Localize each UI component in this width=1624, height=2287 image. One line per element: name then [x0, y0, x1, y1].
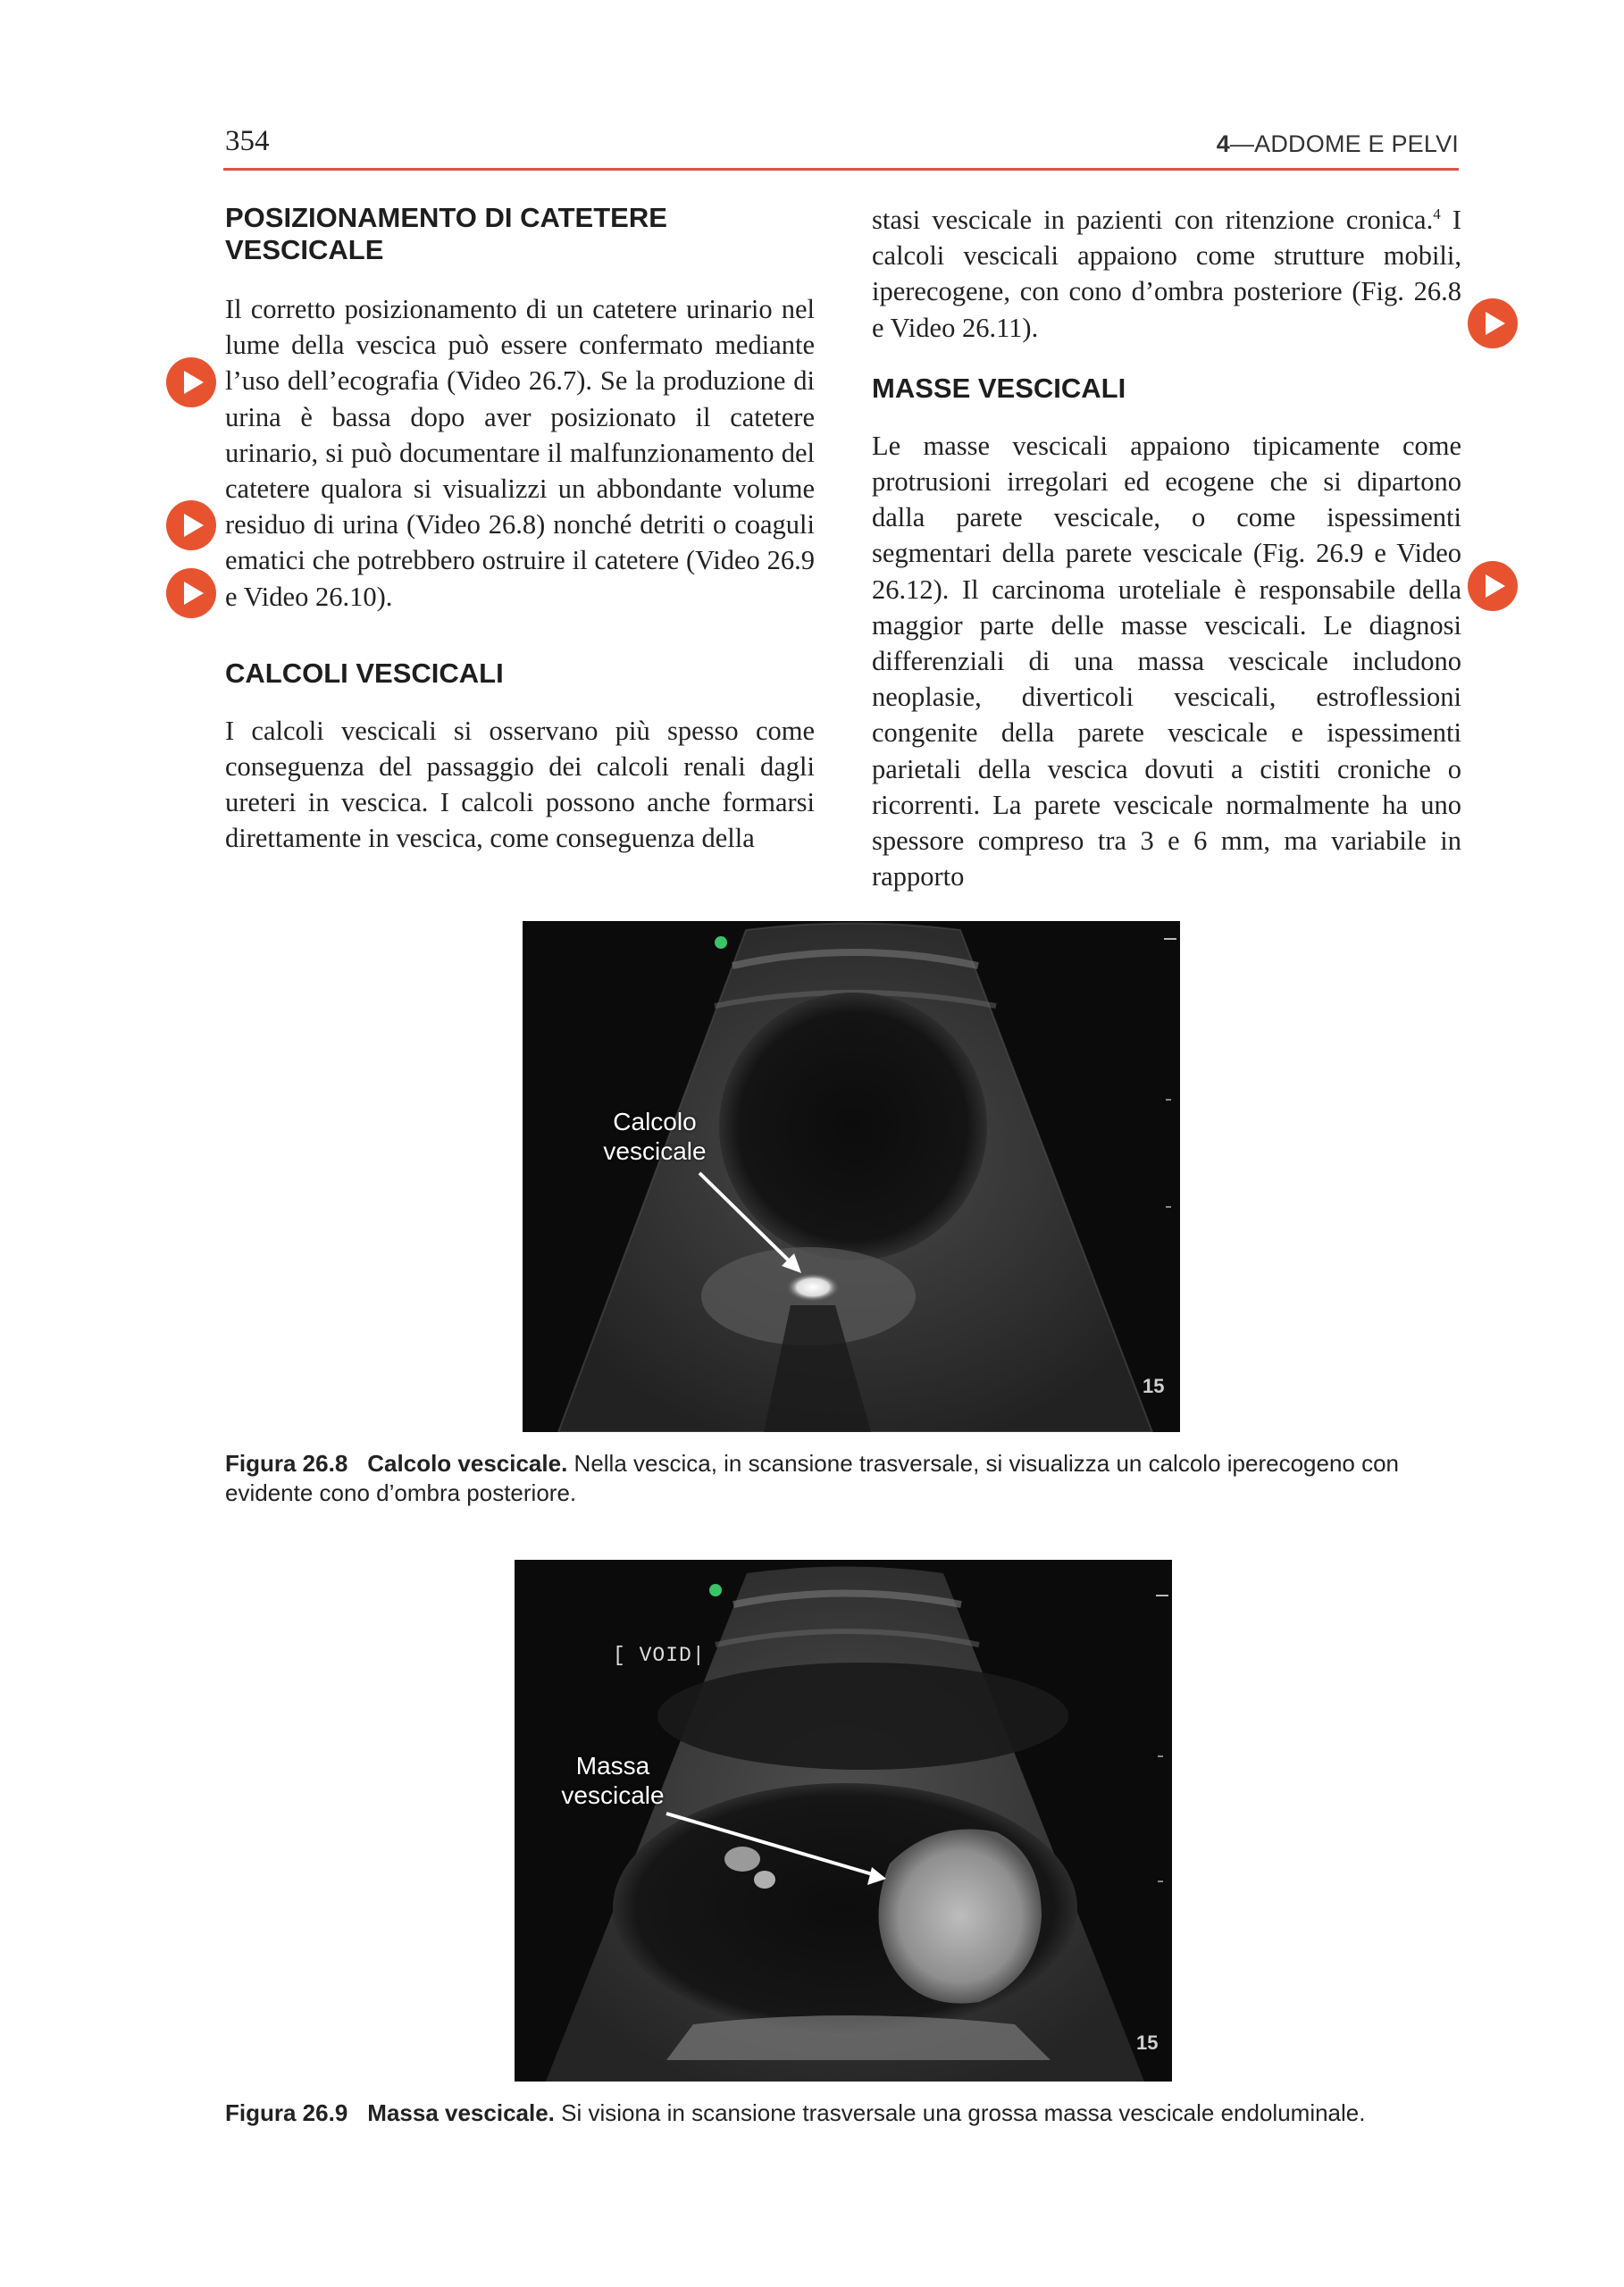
void-overlay-text: [ VOID| — [613, 1644, 706, 1667]
section-heading-catheter: POSIZIONAMENTO DI CATETERE VESCICALE — [225, 202, 667, 265]
section-number: 4 — [1216, 130, 1230, 157]
figure-title: Calcolo vescicale. — [367, 1450, 568, 1477]
figure-number: Figura 26.9 — [225, 2099, 348, 2126]
figure-caption-26-9 — [225, 2099, 1458, 2128]
figure-caption-text: Nella vescica, in scansione trasversale, si visualizza un calcolo iperecogeno con evidente cono d’ombra posteriore. — [225, 1450, 1400, 1506]
stone-label-line2: vescicale — [603, 1137, 707, 1165]
play-icon[interactable] — [166, 500, 216, 550]
stone-label — [583, 1107, 726, 1166]
figure-caption-text: Si visiona in scansione trasversale una grossa massa vescicale endoluminale. — [554, 2099, 1366, 2126]
continuation-text: stasi vescicale in pazienti con ritenzione cronica. — [872, 205, 1434, 235]
running-head — [1217, 130, 1459, 158]
ultrasound-figure-bladder-stone — [523, 921, 1180, 1432]
play-icon[interactable] — [166, 357, 216, 407]
left-column — [225, 202, 815, 857]
figure-caption-26-8 — [225, 1449, 1458, 1508]
stone-label-line1: Calcolo — [613, 1108, 697, 1135]
figure-title: Massa vescicale. — [367, 2099, 555, 2126]
header-rule — [223, 168, 1459, 171]
section-heading-masses: MASSE VESCICALI — [872, 372, 1126, 404]
section-title: —ADDOME E PELVI — [1229, 130, 1459, 157]
right-column — [872, 202, 1461, 894]
play-icon[interactable] — [1468, 561, 1518, 611]
stones-paragraph: I calcoli vescicali si osservano più spesso come conseguenza del passaggio dei calcoli renali dagli ureteri in vescica. I calcoli possono anche formarsi direttamente in vescica, come conseguenza della — [225, 715, 815, 854]
masses-paragraph: Le masse vescicali appaiono tipicamente come protrusioni irregolari ed ecogene che si dipartono dalla parete vescicale, o come ispessimenti segmentari della parete vescicale (Fig. 26.9 e Video 26.12). Il carcinoma uroteliale è responsabile della maggior parte delle masse vescicali. Le diagnosi differenziali di una massa vescicale includono neoplasie, diverticoli vescicali, estroflessioni congenite della parete vescicale e ispessimenti parietali della vescica dovuti a cistiti croniche o ricorrenti. La parete vescicale normalmente ha uno spessore compreso tra 3 e 6 mm, ma variabile in rapporto — [872, 430, 1461, 892]
catheter-paragraph: Il corretto posizionamento di un catetere urinario nel lume della vescica può essere confermato mediante l’uso dell’ecografia (Video 26.7). Se la produzione di urina è bassa dopo aver posizionato il catetere urinario, si può documentare il malfunzionamento del catetere qualora si visualizzi un abbondante volume residuo di urina (Video 26.8) nonché detriti o coaguli ematici che potrebbero ostruire il catetere (Video 26.9 e Video 26.10). — [225, 294, 815, 612]
continuation-text-2: I calcoli vescicali appaiono come strutture mobili, iperecogene, con cono d’ombra posteriore (Fig. 26.8 e Video 26.11). — [872, 205, 1461, 343]
play-icon[interactable] — [166, 568, 216, 618]
page-number: 354 — [225, 125, 270, 157]
ultrasound-figure-bladder-mass — [515, 1560, 1172, 2082]
stones-continuation-paragraph — [872, 202, 1461, 346]
mass-label — [541, 1751, 684, 1810]
mass-label-line2: vescicale — [561, 1781, 665, 1809]
footnote-ref[interactable]: 4 — [1433, 205, 1441, 222]
depth-marker: 15 — [1136, 2031, 1159, 2054]
depth-marker: 15 — [1143, 1375, 1165, 1397]
section-heading-stones: CALCOLI VESCICALI — [225, 657, 504, 689]
ultrasound-image — [515, 1560, 1172, 2082]
ultrasound-image — [523, 921, 1180, 1432]
play-icon[interactable] — [1468, 298, 1518, 348]
mass-label-line1: Massa — [575, 1752, 650, 1780]
figure-number: Figura 26.8 — [225, 1450, 348, 1477]
